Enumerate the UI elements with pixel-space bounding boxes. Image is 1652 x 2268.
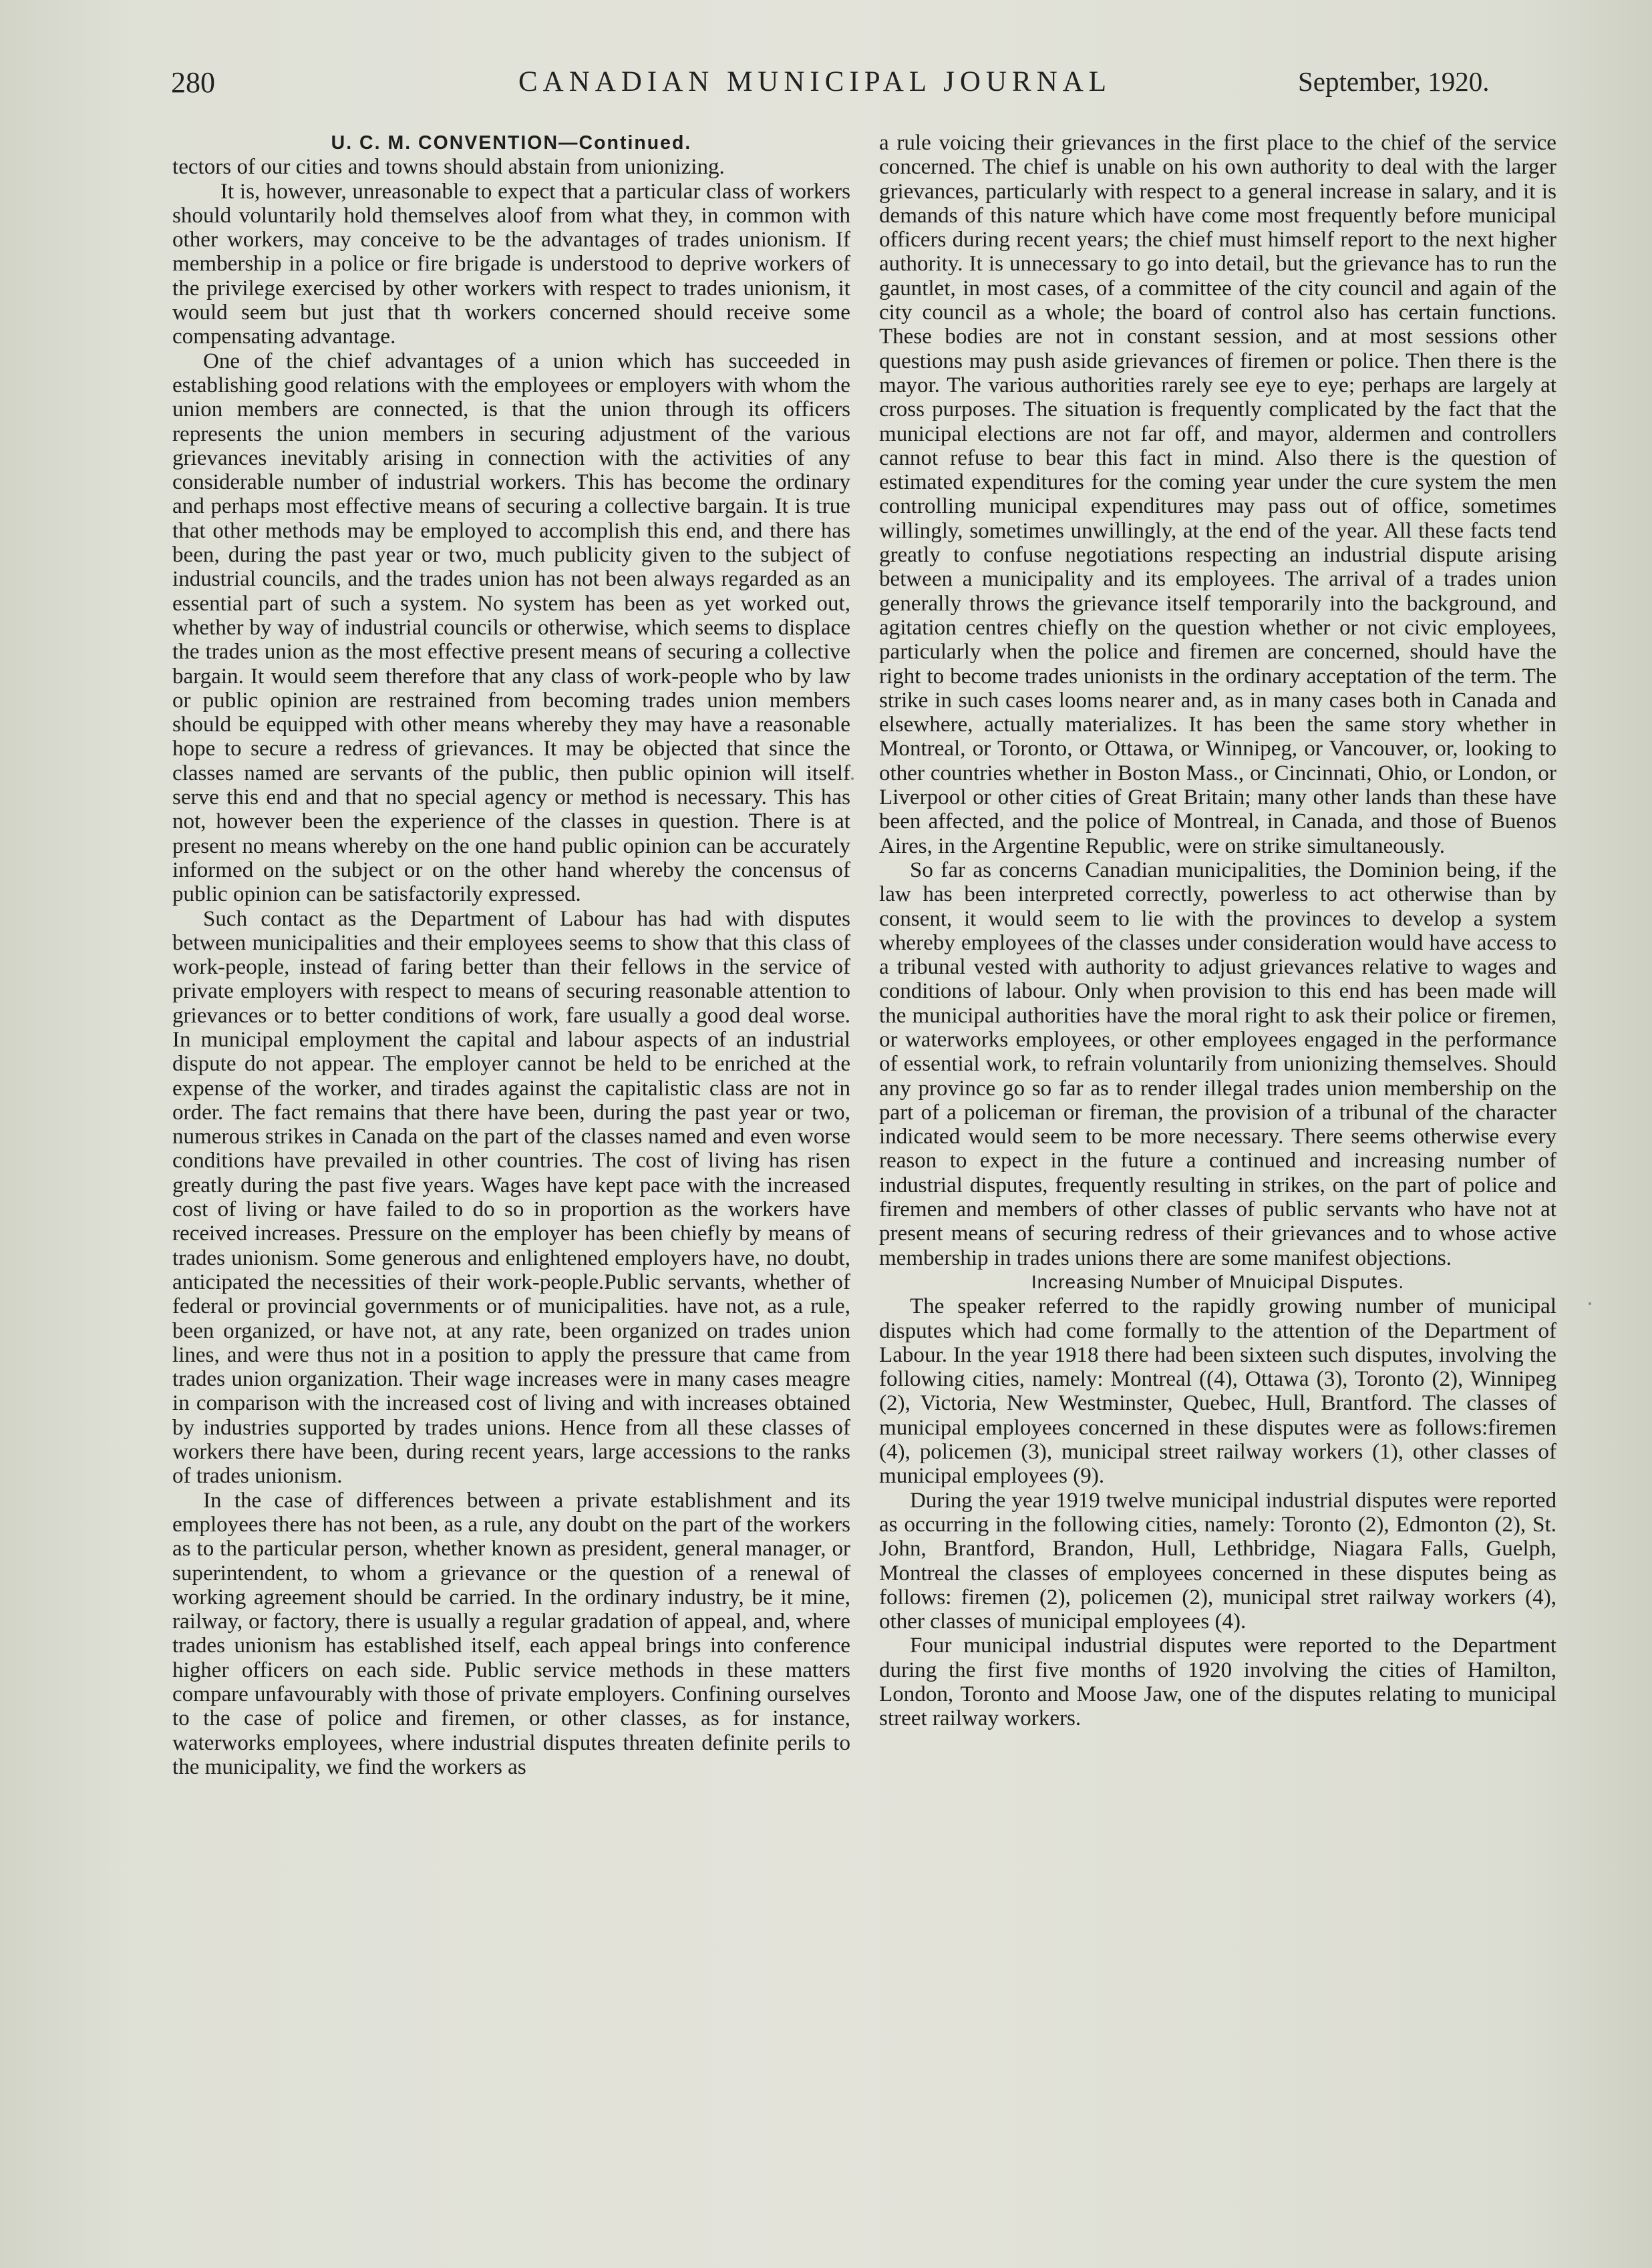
left-column <box>172 131 850 1779</box>
paragraph: tectors of our cities and towns should abstain from unionizing. <box>172 155 725 180</box>
paragraph: In the case of differences between a private establishment and its employees there has not been, as a rule, any doubt on the part of the workers as to the particular person, whether known as president, general manager, or superintendent, to whom a grievance or the question of a renewal of working agreement should be carried. In the ordinary industry, be it mine, railway, or factory, there is usually a regular gradation of appeal, and, where trades unionism has established itself, each appeal brings into conference higher officers on each side. Public service methods in these matters compare unfavourably with those of private employers. Confining ourselves to the case of police and firemen, or other classes, as for instance, waterworks employees, where industrial disputes threaten definite perils to the municipality, we find the workers as <box>172 1488 850 1779</box>
section-heading: U. C. M. CONVENTION—Continued. <box>331 132 692 154</box>
paragraph: It is, however, unreasonable to expect that a particular class of workers should voluntarily hold themselves aloof from what they, in common with other workers, may conceive to be the advantages of trades unionism. If membership in a police or fire brigade is understood to deprive workers of the privilege exercised by other workers with respect to trades unionism, it would seem but just that th workers concerned should receive some compensating advantage. <box>172 179 850 349</box>
print-speck <box>851 777 854 780</box>
page-number: 280 <box>171 66 215 99</box>
paragraph: So far as concerns Canadian municipalities, the Dominion being, if the law has been interpreted correctly, powerless to act otherwise than by consent, it would seem to lie with the provinces to develop a system whereby employees of the classes under consideration would have access to a tribunal vested with authority to adjust grievances relative to wages and conditions of labour. Only when provision to this end has been made will the municipal authorities have the moral right to ask their police or firemen, or waterworks employees, or other employees engaged in the performance of essential work, to refrain voluntarily from unionizing themselves. Should any province go so far as to render illegal trades union membership on the part of a policeman or fireman, the provision of a tribunal of the character indicated would seem to be more necessary. There seems otherwise every reason to expect in the future a continued and increasing number of industrial disputes, frequently resulting in strikes, on the part of police and firemen and members of other classes of public servants who have not at present means of securing redress of their grievances and to whose active membership in trades unions there are some manifest objections. <box>879 858 1556 1270</box>
paragraph: The speaker referred to the rapidly growing number of municipal disputes which had come formally to the attention of the Department of Labour. In the year 1918 there had been sixteen such disputes, involving the following cities, namely: Montreal ((4), Ottawa (3), Toronto (2), Winnipeg (2), Victoria, New Westminster, Quebec, Hull, Brantford. The classes of municipal employees concerned in these disputes were as follows:firemen (4), policemen (3), municipal street railway workers (1), other classes of municipal employees (9). <box>879 1294 1556 1489</box>
right-column <box>879 131 1556 1731</box>
subsection-heading: Increasing Number of Mnuicipal Disputes. <box>1031 1271 1405 1292</box>
paragraph: Four municipal industrial disputes were reported to the Department during the first five months of 1920 involving the cities of Hamilton, London, Toronto and Moose Jaw, one of the disputes relating to municipal street railway workers. <box>879 1634 1556 1731</box>
paragraph: a rule voicing their grievances in the first place to the chief of the service concerned. The chief is unable on his own authority to deal with the larger grievances, particularly with respect to a general increase in salary, and it is demands of this nature which have come most frequently before municipal officers during recent years; the chief must himself report to the next higher authority. It is unnecessary to go into detail, but the grievance has to run the gauntlet, in most cases, of a committee of the city council and again of the city council as a whole; the board of control also has certain functions. These bodies are not in constant session, and at most sessions other questions may push aside grievances of firemen or police. Then there is the mayor. The various authorities rarely see eye to eye; perhaps are largely at cross purposes. The situation is frequently complicated by the fact that the municipal elections are not far off, and mayor, aldermen and controllers cannot refuse to bear this fact in mind. Also there is the question of estimated expenditures for the coming year under the cure system the men controlling municipal expenditures may pass out of office, sometimes willingly, sometimes unwillingly, at the end of the year. All these facts tend greatly to confuse negotiations respecting an industrial dispute arising between a municipality and its employees. The arrival of a trades union generally throws the grievance itself temporarily into the background, and agitation centres chiefly on the question whether or not civic employees, particularly when the police and firemen are concerned, should have the right to become trades unionists in the ordinary acceptation of the term. The strike in such cases looms nearer and, as in many cases both in Canada and elsewhere, actually materializes. It has been the same story whether in Montreal, or Toronto, or Ottawa, or Winnipeg, or Vancouver, or, looking to other countries whether in Boston Mass., or Cincinnati, Ohio, or London, or Liverpool or other cities of Great Britain; many other lands than these have been affected, and the police of Montreal, in Canada, and those of Buenos Aires, in the Argentine Republic, were on strike simultaneously. <box>879 131 1556 858</box>
issue-date: September, 1920. <box>1298 66 1490 97</box>
paragraph: During the year 1919 twelve municipal industrial disputes were reported as occurring in the following cities, namely: Toronto (2), Edmonton (2), St. John, Brantford, Brandon, Hull, Lethbridge, Niagara Falls, Guelph, Montreal the classes of employees concerned in these disputes being as follows: firemen (2), policemen (2), municipal stret railway workers (4), other classes of municipal employees (4). <box>879 1488 1556 1634</box>
paragraph: One of the chief advantages of a union which has succeeded in establishing good relations with the employees or employers with whom the union members are connected, is that the union through its officers represents the union members in securing adjustment of the various grievances inevitably arising in connection with the activities of any considerable number of industrial workers. This has become the ordinary and perhaps most effective means of securing a collective bargain. It is true that other methods may be employed to accomplish this end, and there has been, during the past year or two, much publicity given to the subject of industrial councils, and the trades union has not been always regarded as an essential part of such a system. No system has been as yet worked out, whether by way of industrial councils or otherwise, which seems to displace the trades union as the most effective present means of securing a collective bargain. It would seem therefore that any class of work-people who by law or public opinion are restrained from becoming trades union members should be equipped with other means whereby they may have a reasonable hope to secure a redress of grievances. It may be objected that since the classes named are servants of the public, then public opinion will itself serve this end and that no special agency or method is necessary. This has not, however been the experience of the classes in question. There is at present no means whereby on the one hand public opinion can be accurately informed on the subject or on the other hand whereby the concensus of public opinion can be satisfactorily expressed. <box>172 349 850 907</box>
print-speck <box>1589 1302 1591 1305</box>
paragraph: Such contact as the Department of Labour has had with disputes between municipalities and their employees seems to show that this class of work-people, instead of faring better than their fellows in the service of private employers with respect to means of securing reasonable attention to grievances or to better conditions of work, fare usually a good deal worse. In municipal employment the capital and labour aspects of an industrial dispute do not appear. The employer cannot be held to be enriched at the expense of the worker, and tirades against the capitalistic class are not in order. The fact remains that there have been, during the past year or two, numerous strikes in Canada on the part of the classes named and even worse conditions have prevailed in other countries. The cost of living has risen greatly during the past five years. Wages have kept pace with the increased cost of living or have failed to do so in proportion as the workers have received increases. Pressure on the employer has been chiefly by means of trades unionism. Some generous and enlightened employers have, no doubt, anticipated the necessities of their work-people.Public servants, whether of federal or provincial governments or of municipalities. have not, as a rule, been organized, or have not, at any rate, been organized on trades union lines, and were thus not in a position to apply the pressure that came from trades union organization. Their wage increases were in many cases meagre in comparison with the increased cost of living and with increases obtained by industries supported by trades unions. Hence from all these classes of workers there have been, during recent years, large accessions to the ranks of trades unionism. <box>172 906 850 1489</box>
journal-title: CANADIAN MUNICIPAL JOURNAL <box>518 66 1112 98</box>
